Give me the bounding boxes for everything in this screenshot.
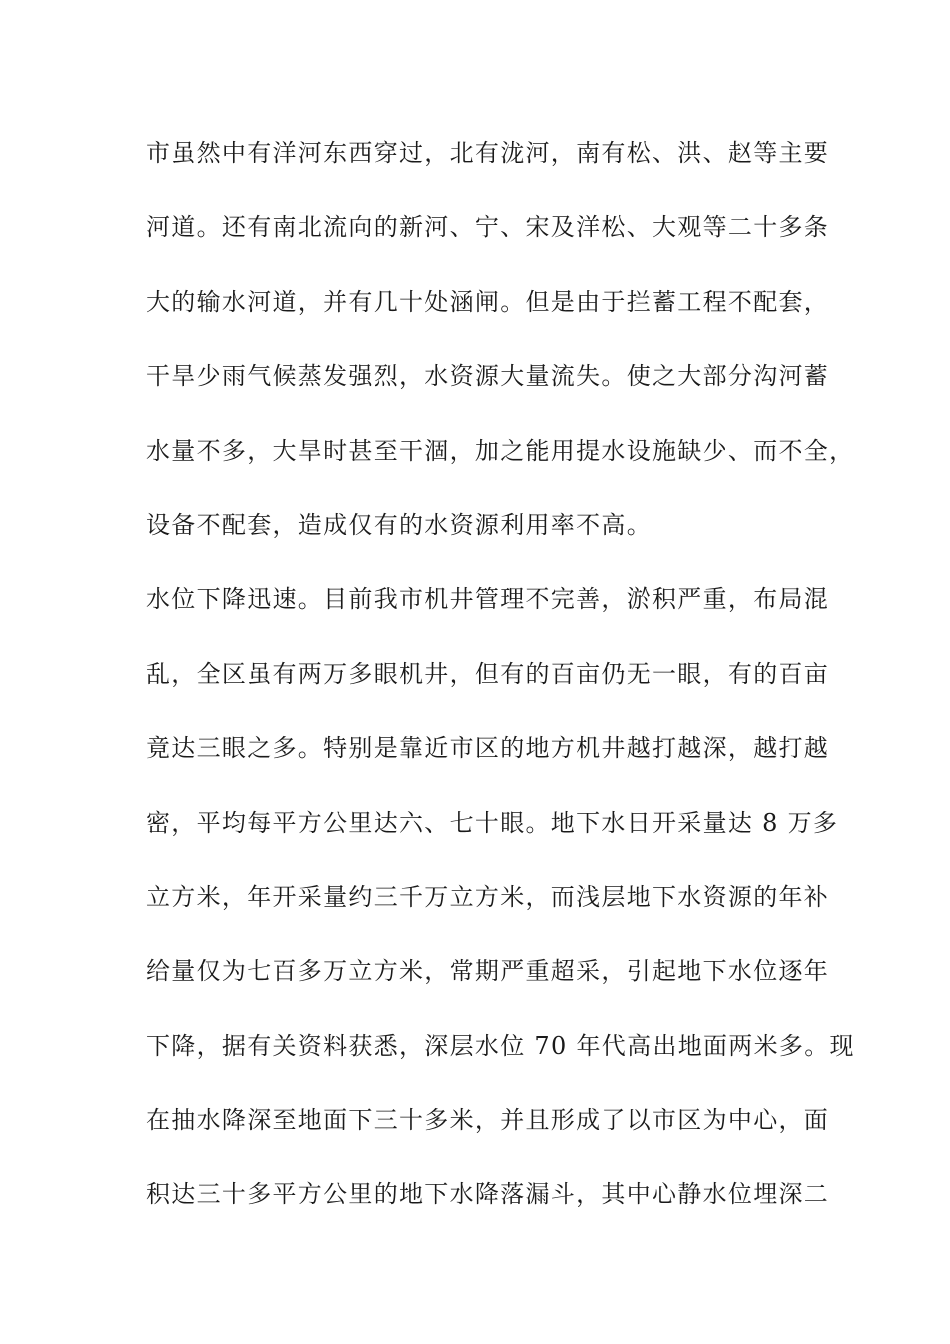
text-line: 竟达三眼之多。特别是靠近市区的地方机井越打越深，越打越 <box>146 734 830 763</box>
text-line: 在抽水降深至地面下三十多米，并且形成了以市区为中心，面 <box>146 1106 830 1135</box>
text-line: 市虽然中有洋河东西穿过，北有泷河，南有松、洪、赵等主要 <box>146 139 830 167</box>
text-line: 积达三十多平方公里的地下水降落漏斗，其中心静水位埋深二 <box>146 1180 830 1209</box>
body-text <box>146 131 855 1247</box>
text-line: 密，平均每平方公里达六、七十眼。地下水日开采量达 8 万多 <box>146 808 839 837</box>
text-line: 河道。还有南北流向的新河、宁、宋及洋松、大观等二十多条 <box>146 213 830 242</box>
text-line: 设备不配套，造成仅有的水资源利用率不高。 <box>146 510 652 539</box>
text-line: 给量仅为七百多万立方米，常期严重超采，引起地下水位逐年 <box>146 957 830 986</box>
text-line: 大的输水河道，并有几十处涵闸。但是由于拦蓄工程不配套， <box>146 287 830 316</box>
text-line: 下降，据有关资料获悉，深层水位 70 年代高出地面两米多。现 <box>146 1031 855 1060</box>
text-line: 干旱少雨气候蒸发强烈，水资源大量流失。使之大部分沟河蓄 <box>146 362 830 391</box>
text-line: 水位下降迅速。目前我市机井管理不完善，淤积严重，布局混 <box>146 585 830 614</box>
text-line: 乱，全区虽有两万多眼机井，但有的百亩仍无一眼，有的百亩 <box>146 659 830 688</box>
text-line: 水量不多，大旱时甚至干涸，加之能用提水设施缺少、而不全， <box>146 436 855 465</box>
text-line: 立方米，年开采量约三千万立方米，而浅层地下水资源的年补 <box>146 882 830 911</box>
